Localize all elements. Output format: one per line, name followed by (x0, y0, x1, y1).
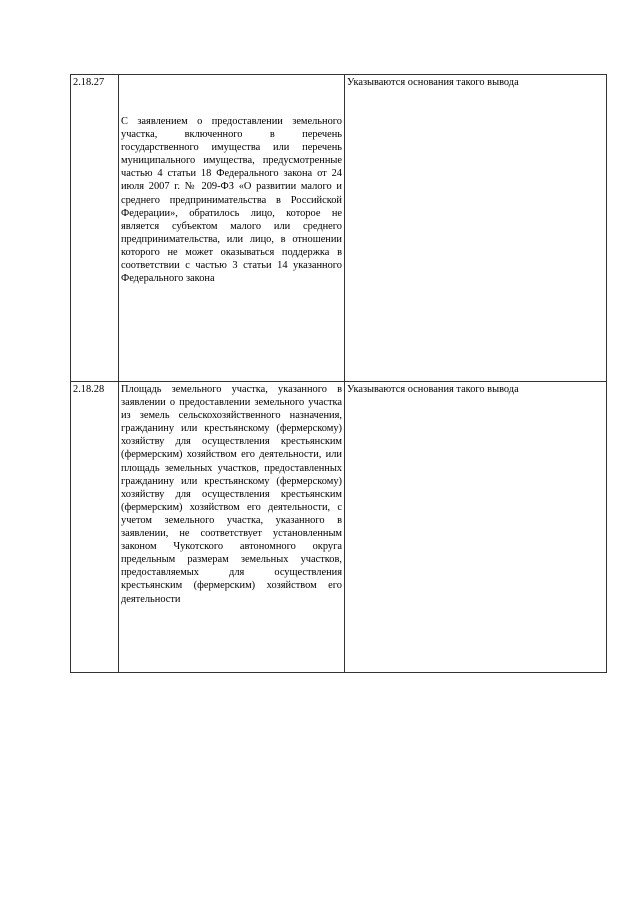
condition-text: С заявлением о предоставлении земельного участка, включенного в перечень государственного имущества или перечень муниципального имущества, предусмотренные частью 4 статьи 18 Федерального закона от 24 июля 2007 г. № 209-ФЗ «О развитии малого и среднего предпринимательства в Российской Федерации», обратилось лицо, которое не является субъектом малого или среднего предпринимательства, или лицо, в отношении которого не может оказываться поддержка в соответствии с частью 3 статьи 14 указанного Федерального закона (121, 116, 342, 285)
description-cell (345, 75, 607, 382)
condition-cell (119, 75, 345, 382)
table-row (71, 75, 607, 382)
description-text: Указываются основания такого вывода (347, 384, 519, 395)
condition-cell (119, 382, 345, 673)
row-number: 2.18.27 (71, 75, 119, 382)
description-cell (345, 382, 607, 673)
table-row (71, 382, 607, 673)
description-text: Указываются основания такого вывода (347, 77, 519, 88)
grounds-table (70, 74, 607, 673)
condition-text: Площадь земельного участка, указанного в заявлении о предоставлении земельного участка из земель сельскохозяйственного назначения, гражданину или крестьянскому (фермерскому) хозяйству для осуществления крестьянским (фермерским) хозяйством его деятельности, или площадь земельных участков, предоставленных гражданину или крестьянскому (фермерскому) хозяйству для осуществления крестьянским (фермерским) хозяйством его деятельности, с учетом земельного участка, указанного в заявлении, не соответствует установленным законом Чукотского автономного округа предельным размерам земельных участков, предоставляемых для осуществления крестьянским (фермерским) хозяйством его деятельности (121, 384, 342, 605)
row-number: 2.18.28 (71, 382, 119, 673)
